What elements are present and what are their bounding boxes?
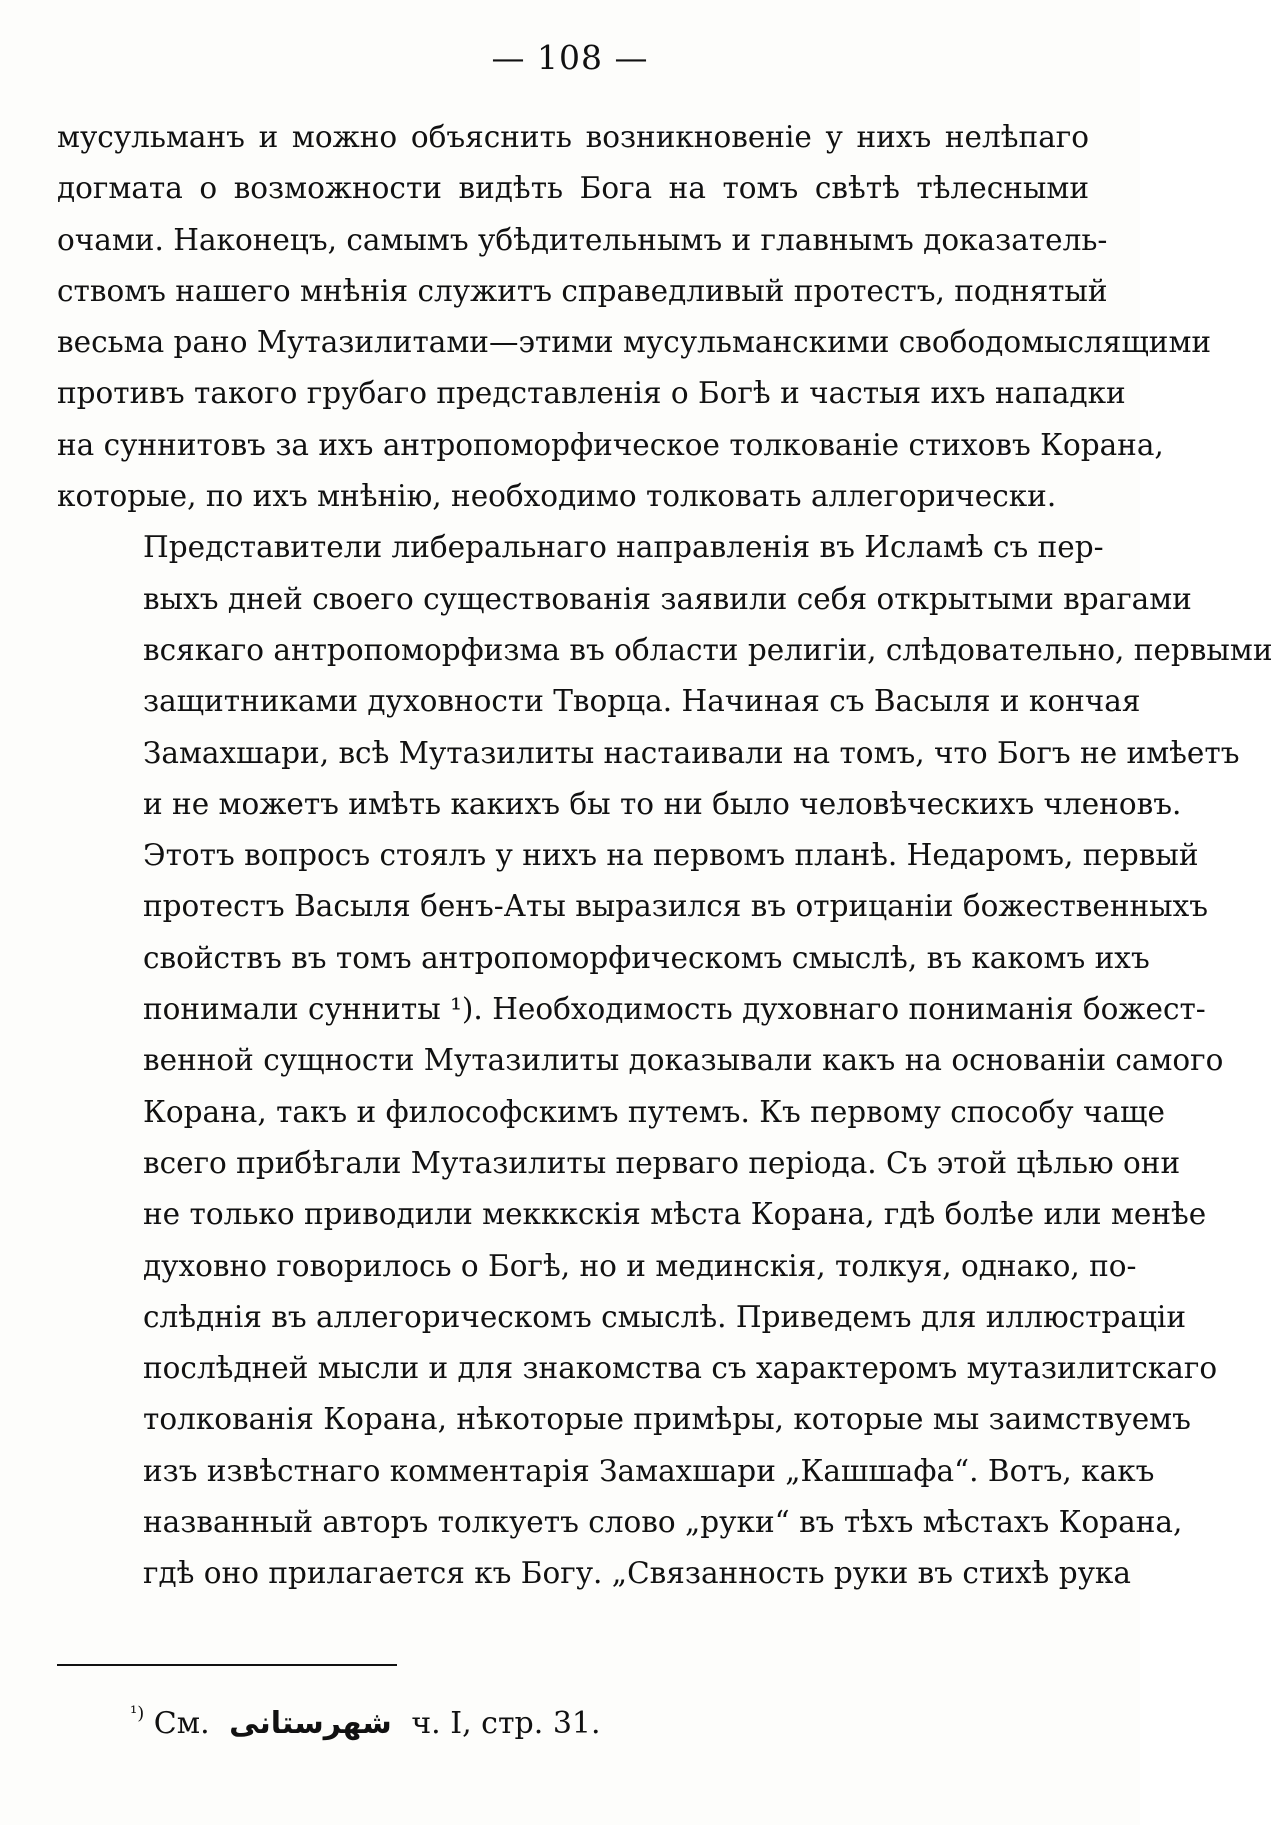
- text-line: которые, по ихъ мнѣнію, необходимо толковать аллегорически.: [57, 479, 1057, 514]
- text-line: венной сущности Мутазилиты доказывали какъ на основаніи самого: [143, 1043, 1224, 1078]
- text-line: очами. Наконецъ, самымъ убѣдительнымъ и главнымъ доказатель-: [57, 222, 1108, 257]
- text-line: слѣднія въ аллегорическомъ смыслѣ. Приведемъ для иллюстраціи: [143, 1299, 1187, 1334]
- footnote-divider: [57, 1664, 397, 1666]
- text-line: догмата о возможности видѣть Бога на томъ свѣтѣ тѣлесными: [57, 171, 1089, 206]
- footnote-prefix: См.: [153, 1706, 210, 1741]
- text-line: ствомъ нашего мнѣнія служитъ справедливый протестъ, поднятый: [57, 273, 1108, 308]
- text-line: послѣдней мысли и для знакомства съ характеромъ мутазилитскаго: [143, 1351, 1218, 1386]
- text-line: Замахшари, всѣ Мутазилиты настаивали на томъ, что Богъ не имѣетъ: [143, 735, 1240, 770]
- text-line: толкованія Корана, нѣкоторые примѣры, которые мы заимствуемъ: [143, 1402, 1191, 1437]
- text-line: на суннитовъ за ихъ антропоморфическое толкованіе стиховъ Корана,: [57, 427, 1164, 462]
- footnote: [130, 1703, 601, 1741]
- paragraph-1: [57, 112, 1212, 522]
- text-line: изъ извѣстнаго комментарія Замахшари „Кашшафа“. Вотъ, какъ: [143, 1453, 1155, 1488]
- text-line: названный авторъ толкуетъ слово „руки“ въ тѣхъ мѣстахъ Корана,: [143, 1505, 1183, 1540]
- text-line: мусульманъ и можно объяснить возникновеніе у нихъ нелѣпаго: [57, 120, 1089, 154]
- text-line: Представители либеральнаго направленія въ Исламѣ съ пер-: [143, 530, 1104, 565]
- text-line: свойствъ въ томъ антропоморфическомъ смыслѣ, въ какомъ ихъ: [143, 940, 1150, 975]
- footnote-marker: ¹): [130, 1703, 145, 1724]
- text-line: выхъ дней своего существованія заявили себя открытыми врагами: [143, 581, 1192, 616]
- text-line: духовно говорилось о Богѣ, но и мединскія, толкуя, однако, по-: [143, 1248, 1137, 1283]
- text-line: протестъ Васыля бенъ-Аты выразился въ отрицаніи божественныхъ: [143, 889, 1209, 924]
- text-line: и не можетъ имѣть какихъ бы то ни было человѣческихъ членовъ.: [143, 786, 1182, 821]
- text-line: весьма рано Мутазилитами—этими мусульманскими свободомыслящими: [57, 325, 1212, 360]
- text-line: понимали сунниты ¹). Необходимость духовнаго пониманія божест-: [143, 992, 1206, 1027]
- footnote-reference: ч. I, стр. 31.: [411, 1706, 601, 1741]
- text-line: гдѣ оно прилагается къ Богу. „Связанность руки въ стихѣ рука: [143, 1556, 1131, 1591]
- paragraph-2: [57, 522, 1273, 1599]
- text-line: Корана, такъ и философскимъ путемъ. Къ первому способу чаще: [143, 1094, 1165, 1129]
- text-line: не только приводили мекккскія мѣста Корана, гдѣ болѣе или менѣе: [143, 1197, 1207, 1232]
- body-text: [57, 112, 1273, 1600]
- text-line: Этотъ вопросъ стоялъ у нихъ на первомъ планѣ. Недаромъ, первый: [143, 838, 1199, 873]
- text-line: всего прибѣгали Мутазилиты перваго періода. Съ этой цѣлью они: [143, 1145, 1181, 1180]
- text-line: противъ такого грубаго представленія о Богѣ и частыя ихъ нападки: [57, 376, 1126, 411]
- page-number: — 108 —: [491, 38, 649, 77]
- footnote-arabic-title: شهرستانی: [229, 1706, 392, 1741]
- text-line: защитниками духовности Творца. Начиная съ Васыля и кончая: [143, 684, 1141, 719]
- text-line: всякаго антропоморфизма въ области религіи, слѣдовательно, первыми: [143, 632, 1273, 667]
